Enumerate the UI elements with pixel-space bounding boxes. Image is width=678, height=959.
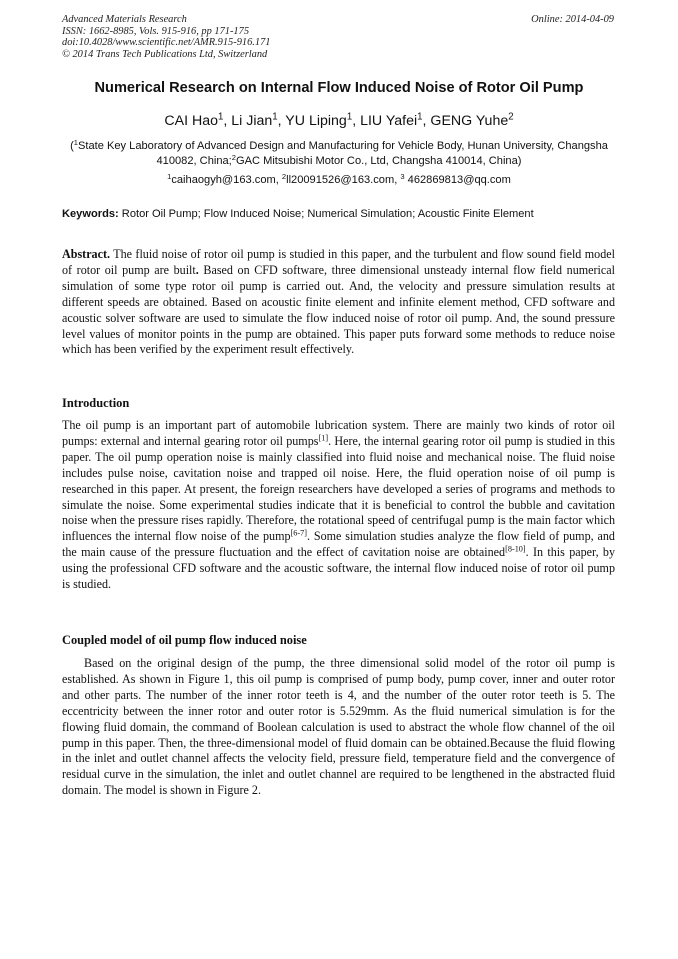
abstract-bold-period: . (195, 262, 199, 277)
section-heading-coupled-model: Coupled model of oil pump flow induced noise (62, 633, 307, 647)
author-separator: , (223, 113, 232, 129)
doi-line: doi:10.4028/www.scientific.net/AMR.915-916.171 (62, 37, 271, 49)
abstract-label: Abstract. (62, 247, 111, 261)
citation: [6-7] (290, 528, 307, 538)
email-mark: 1 (167, 171, 172, 181)
author-affil-mark: 1 (346, 111, 353, 123)
affiliation-1: State Key Laboratory of Advanced Design and Manufacturing for Vehicle Body, Hunan University, Changsha 410082, China; (77, 140, 608, 167)
abstract (62, 247, 615, 358)
keywords (62, 208, 622, 220)
intro-text: The oil pump is an important part of automobile lubrication system. There are mainly two kinds of rotor oil pumps: external and internal gearing rotor oil pumps (62, 418, 615, 448)
affiliation-2: GAC Mitsubishi Motor Co., Ltd, Changsha 410014, China) (235, 155, 522, 167)
email-mark: 3 (400, 171, 405, 181)
citation: [8-10] (505, 544, 526, 554)
paper-title: Numerical Research on Internal Flow Induced Noise of Rotor Oil Pump (94, 80, 584, 96)
author-name: CAI Hao (164, 113, 218, 129)
email-mark: 2 (281, 171, 287, 181)
email-1: caihaogyh@163.com, (171, 174, 282, 186)
affil-mark: 1 (73, 137, 78, 147)
intro-text: . Some simulation studies analyze the flow field of pump, and the main cause of the pressure fluctuation and the effect of cavitation noise are obtained (62, 529, 615, 560)
author-affil-mark: 2 (508, 111, 514, 123)
affiliations (62, 139, 616, 169)
intro-text: . In this paper, by using the professional CFD software and the acoustic software, the internal flow induced noise of rotor oil pump is studied. (62, 545, 616, 592)
author-emails (62, 171, 616, 186)
keywords-text: Rotor Oil Pump; Flow Induced Noise; Numerical Simulation; Acoustic Finite Element (118, 208, 534, 220)
email-2: ll20091526@163.com, (286, 174, 401, 186)
author-separator: , (422, 113, 431, 129)
citation: [1] (318, 433, 329, 443)
abstract-text: Based on CFD software, three dimensional unsteady internal flow field numerical simulation of some type rotor oil pump is carried out. And, the velocity and pressure simulation results at different speeds are obtained. Based on acoustic finite element and infinite element method, CFD software and acoustic solver software are used to simulate the flow induced noise of rotor oil pump. And, the sound pressure level values of monitor points in the pump are obtained. This paper puts forward some methods to reduce noise which has been verified by the experiment result effectively. (62, 262, 615, 357)
journal-header (62, 14, 270, 60)
copyright-line: © 2014 Trans Tech Publications Ltd, Switzerland (62, 48, 268, 60)
author-separator: , (352, 113, 361, 129)
affil-mark: 2 (231, 152, 236, 162)
author-affil-mark: 1 (417, 111, 423, 123)
author-affil-mark: 1 (272, 111, 278, 123)
author-affil-mark: 1 (218, 111, 224, 123)
author-name: Li Jian (231, 113, 273, 129)
abstract-text: The fluid noise of rotor oil pump is studied in this paper, and the turbulent and flow sound field model of rotor oil pump are built (62, 247, 615, 277)
affil-paren: ( (70, 140, 74, 152)
keywords-label: Keywords: (62, 208, 119, 220)
email-3: 462869813@qq.com (404, 174, 511, 186)
intro-text: . Here, the internal gearing rotor oil pump is studied in this paper. The oil pump operation noise is mainly classified into fluid noise and mechanical noise. The fluid noise includes pulse noise, cavitation noise and trapped oil noise. Here, the fluid operation noise of oil pump is researched in this paper. At present, the foreign researchers have developed a series of programs and methods to simulate the noise. Some experimental studies indicate that it is beneficial to control the bubble and cavitation noise when the pressure rises rapidly. Therefore, the rotational speed of centrifugal pump is the main factor which influences the internal flow noise of the pump (62, 433, 616, 544)
coupled-model-body: Based on the original design of the pump, the three dimensional solid model of the rotor oil pump is established. As shown in Figure 1, this oil pump is comprised of pump body, pump cover, inner and outer rotor and other parts. The number of the inner rotor teeth is 4, and the number of the outer rotor teeth is 5. The eccentricity between the inner rotor and outer rotor is 5.529mm. As the fluid numerical simulation is for the flowing fluid domain, the command of Boolean calculation is used to abstract the whole flow channel of the oil pump in this paper. Then, the three-dimensional model of fluid domain can be obtained.Because the fluid flowing in the inlet and outlet channel affects the velocity field, pressure field, temperature field and the convergence of residual curve in the simulation, the inlet and outlet channel are required to be lengthened in the abstracted fluid domain. The model is shown in Figure 2. (62, 656, 615, 798)
author-name: GENG Yuhe (430, 113, 509, 129)
issn-line: ISSN: 1662-8985, Vols. 915-916, pp 171-175 (62, 25, 250, 37)
introduction-body (62, 418, 615, 593)
author-name: LIU Yafei (360, 113, 418, 129)
online-date: Online: 2014-04-09 (531, 14, 614, 25)
author-separator: , (277, 113, 286, 129)
author-name: YU Liping (285, 113, 347, 129)
section-heading-introduction: Introduction (62, 396, 130, 410)
author-list (30, 113, 648, 129)
journal-name: Advanced Materials Research (62, 14, 187, 25)
